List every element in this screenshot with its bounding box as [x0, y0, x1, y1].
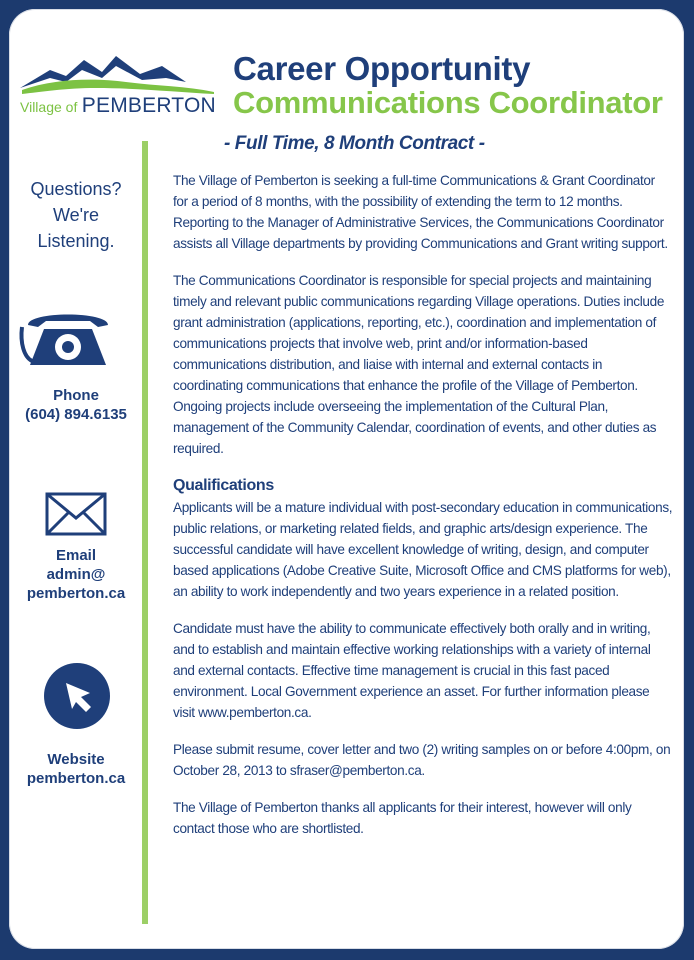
cursor-icon	[44, 663, 110, 734]
logo-pemberton: PEMBERTON	[81, 94, 216, 117]
job-title: Communications Coordinator	[233, 85, 663, 120]
green-divider	[142, 141, 148, 924]
phone-contact	[0, 386, 152, 424]
email-address-line1[interactable]: admin@	[46, 566, 106, 583]
questions-line: Questions?	[30, 179, 122, 199]
qualifications-paragraph: Applicants will be a mature individual with post-secondary education in communications, public relations, or marketing related fields, and graphic arts/design experience. The successful candidate will have excellent knowledge of writing, design, and computer based applications (Adobe Creative Suite, Microsoft Office and CMS platforms for web), an ability to work independently and two years experience in a related position.	[173, 500, 673, 599]
telephone-icon	[18, 303, 118, 378]
submission-paragraph: Please submit resume, cover letter and two (2) writing samples on or before 4:00pm, on October 28, 2013 to sfraser@pemberton.ca.	[173, 742, 671, 778]
website-url[interactable]: pemberton.ca	[26, 770, 126, 787]
job-subtitle: - Full Time, 8 Month Contract -	[224, 133, 485, 154]
email-address-line2[interactable]: pemberton.ca	[26, 585, 126, 602]
email-contact	[0, 546, 152, 603]
intro-paragraph: The Village of Pemberton is seeking a full-time Communications & Grant Coordinator for a period of 8 months, with the possibility of extending the term to 12 months. Reporting to the Manager of Administrative Services, the Communications Coordinator assists all Village departments by providing Communications and Grant writing support.	[173, 173, 668, 251]
questions-line: Listening.	[37, 231, 115, 251]
duties-paragraph: The Communications Coordinator is responsible for special projects and maintaining timely and relevant public communications regarding Village operations. Duties include grant administration (applications, reporting, etc.), coordination and implementation of communications projects that involve web, print and/or information-based communications distribution, and liaise with internal and external contacts in coordinating communications that enhance the profile of the Village of Pemberton. Ongoing projects include overseeing the implementation of the Cultural Plan, management of the Community Calendar, coordination of events, and other duties as required.	[173, 273, 665, 456]
logo-village-of: Village of	[20, 99, 78, 115]
qualifications-heading: Qualifications	[173, 477, 274, 494]
village-logo	[16, 48, 216, 118]
phone-label: Phone	[53, 387, 99, 404]
page-title: Career Opportunity	[233, 50, 531, 87]
website-contact	[0, 750, 152, 788]
email-label: Email	[55, 547, 97, 564]
phone-number[interactable]: (604) 894.6135	[25, 406, 127, 423]
questions-line: We're	[52, 205, 100, 225]
website-label: Website	[47, 751, 105, 768]
job-description	[173, 170, 673, 855]
mountain-logo-icon	[16, 48, 216, 98]
envelope-icon	[45, 492, 107, 541]
thanks-paragraph: The Village of Pemberton thanks all applicants for their interest, however will only contact those who are shortlisted.	[173, 800, 632, 836]
skills-paragraph: Candidate must have the ability to communicate effectively both orally and in writing, and to establish and maintain effective working relationships with a variety of internal and external contacts. Effective time management is crucial in this fast paced environment. Local Government experience an asset. For further information please visit www.pemberton.ca.	[173, 621, 651, 720]
questions-block	[0, 176, 152, 254]
